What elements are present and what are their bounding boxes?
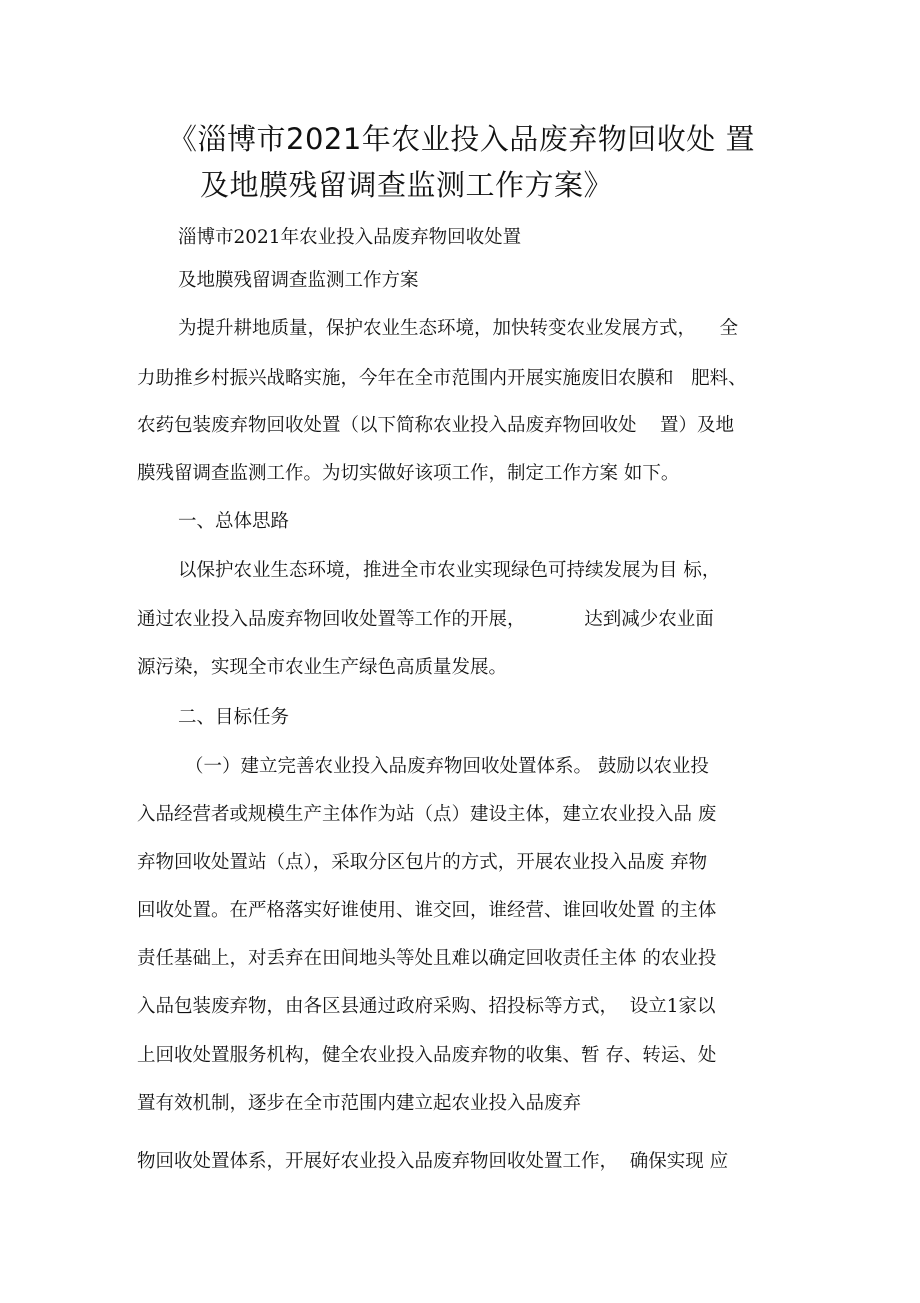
section-2-line-7: 上回收处置服务机构，健全农业投入品废弃物的收集、暂 存、转运、处 xyxy=(137,1045,717,1066)
section-2-line-3: 弃物回收处置站（点），采取分区包片的方式，开展农业投入品废 弃物 xyxy=(137,852,708,873)
section-1-line-1: 以保护农业生态环境，推进全市农业实现绿色可持续发展为目 标， xyxy=(178,560,721,581)
section-1-heading: 一、总体思路 xyxy=(178,511,290,532)
document-title-line-1: 《淄博市2021年农业投入品废弃物回收处 置 xyxy=(168,122,756,156)
section-2-line-6: 入品包装废弃物，由各区县通过政府采购、招投标等方式， 设立1家以 xyxy=(137,996,716,1017)
section-2-heading: 二、目标任务 xyxy=(178,707,290,728)
section-2-line-5: 责任基础上，对丢弃在田间地头等处且难以确定回收责任主体 的农业投 xyxy=(137,948,717,969)
section-1-line-3: 源污染，实现全市农业生产绿色高质量发展。 xyxy=(137,657,508,678)
section-1-line-2: 通过农业投入品废弃物回收处置等工作的开展， 达到减少农业面 xyxy=(137,609,714,630)
intro-paragraph-line-2: 力助推乡村振兴战略实施，今年在全市范围内开展实施废旧农膜和 肥料、 xyxy=(137,368,747,389)
section-2-line-4: 回收处置。在严格落实好谁使用、谁交回，谁经营、谁回收处置 的主体 xyxy=(137,900,717,921)
subtitle-line-1: 淄博市2021年农业投入品废弃物回收处置 xyxy=(178,227,522,248)
intro-paragraph-line-1: 为提升耕地质量，保护农业生态环境，加快转变农业发展方式， 全 xyxy=(178,318,739,339)
section-2-line-1: （一）建立完善农业投入品废弃物回收处置体系。 鼓励以农业投 xyxy=(185,756,709,777)
section-2-line-2: 入品经营者或规模生产主体作为站（点）建设主体，建立农业投入品 废 xyxy=(137,804,717,825)
intro-paragraph-line-4: 膜残留调查监测工作。为切实做好该项工作，制定工作方案 如下。 xyxy=(137,463,680,484)
intro-paragraph-line-3: 农药包装废弃物回收处置（以下简称农业投入品废弃物回收处 置）及地 xyxy=(137,415,735,436)
document-title-line-2: 及地膜残留调查监测工作方案》 xyxy=(200,168,614,202)
subtitle-line-2: 及地膜残留调查监测工作方案 xyxy=(178,270,419,291)
section-2-line-8: 置有效机制，逐步在全市范围内建立起农业投入品废弃 xyxy=(137,1093,582,1114)
section-2-line-9: 物回收处置体系，开展好农业投入品废弃物回收处置工作， 确保实现 应 xyxy=(137,1151,729,1172)
